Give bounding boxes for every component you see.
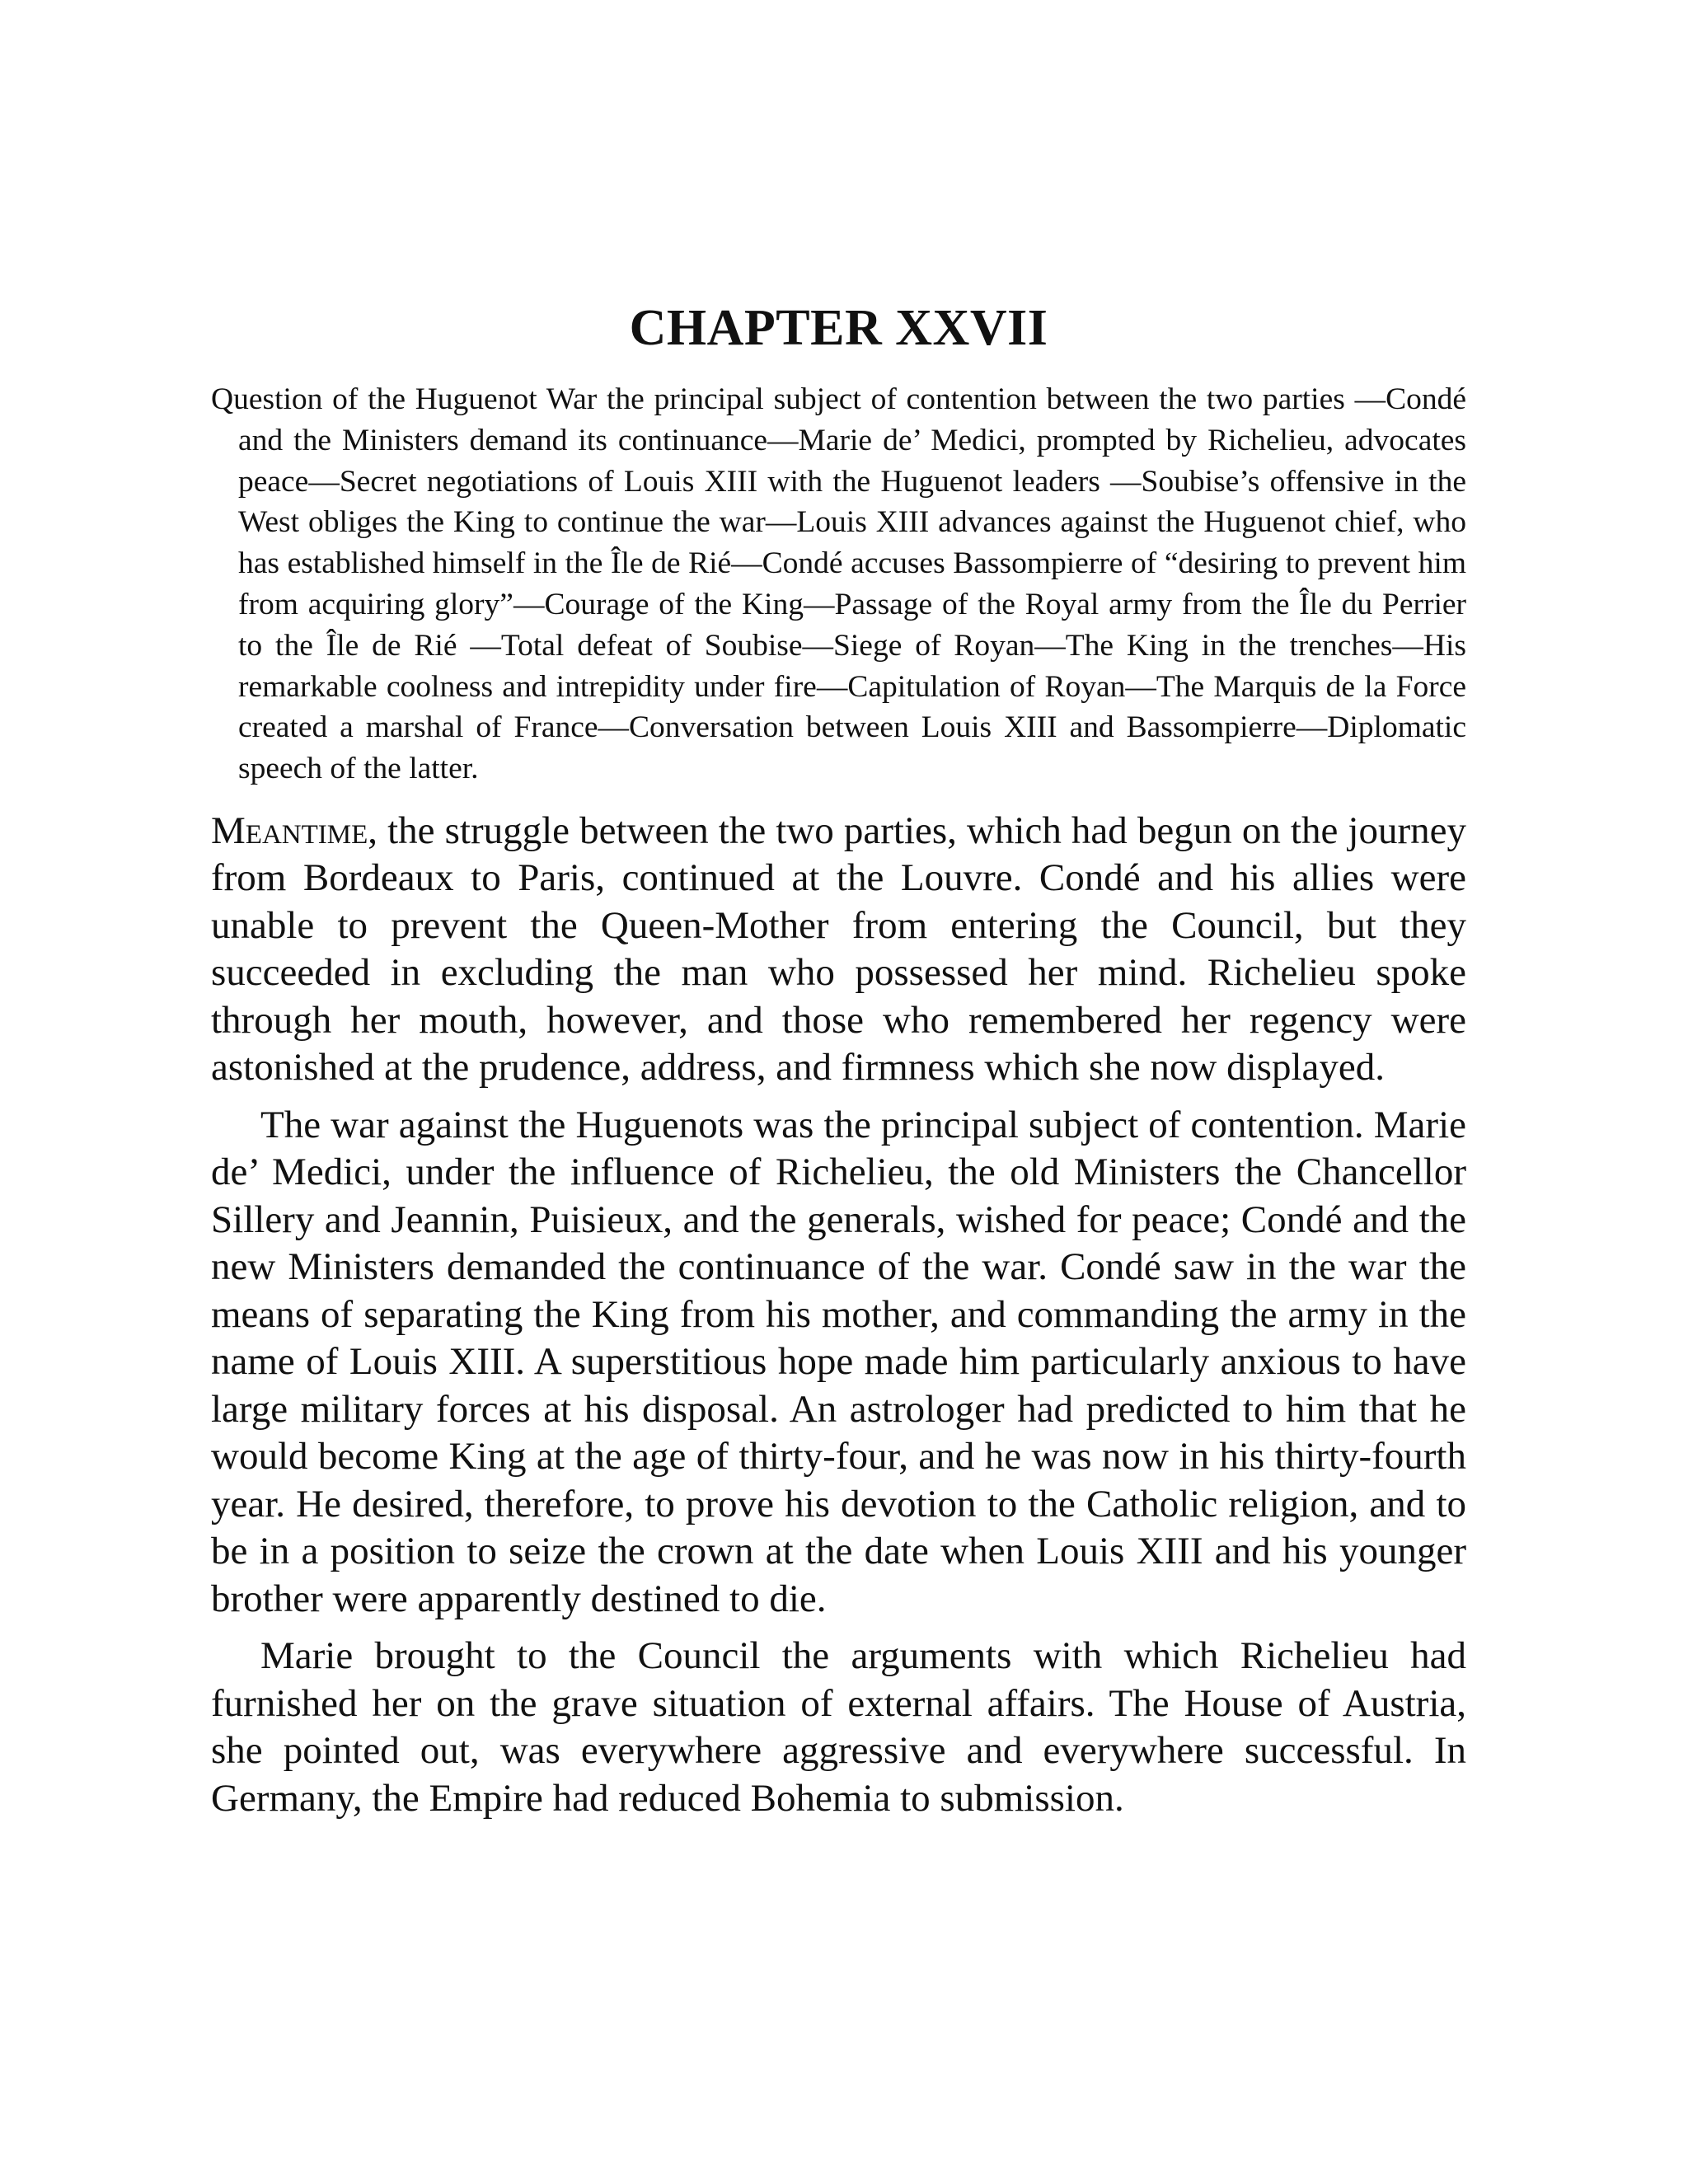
paragraph-2: The war against the Huguenots was the principal subject of contention. Marie de’ Medici, under the influence of Richelieu, the old Ministers the Chancellor Sillery and Jeannin, Puisieux, and the generals, wished for peace; Condé and the new Ministers demanded the continuance of the war. Condé saw in the war the means of separating the King from his mother, and commanding the army in the name of Louis XIII. A superstitious hope made him particularly anxious to have large military forces at his disposal. An astrologer had predicted to him that he would become King at the age of thirty-four, and he was now in his thirty-fourth year. He desired, therefore, to prove his devotion to the Catholic religion, and to be in a position to seize the crown at the date when Louis XIII and his younger brother were apparently destined to die.: [211, 1103, 1466, 1620]
paragraph-1-lead: Meantime: [211, 808, 368, 852]
chapter-title: CHAPTER XXVII: [629, 300, 1048, 356]
paragraph-1: [211, 808, 1466, 1092]
paragraph-1-text: , the struggle between the two parties, which had begun on the journey from Bordeaux to Paris, continued at the Louvre. Condé and his allies were unable to prevent the Queen-Mother from entering the Council, but they succeeded in excluding the man who possessed her mind. Richelieu spoke through her mouth, however, and those who remembered her regency were astonished at the prudence, address, and firmness which she now displayed.: [211, 808, 1466, 1090]
book-page: [211, 297, 1466, 1832]
paragraph-3: Marie brought to the Council the arguments with which Richelieu had furnished her on the grave situation of external affairs. The House of Austria, she pointed out, was everywhere aggressive and everywhere successful. In Germany, the Empire had reduced Bohemia to submission.: [211, 1634, 1466, 1820]
chapter-summary: Question of the Huguenot War the principal subject of contention between the two parties —Condé and the Ministers demand its continuance—Marie de’ Medici, prompted by Richelieu, advocates peace—Secret negotiations of Louis XIII with the Huguenot leaders —Soubise’s offensive in the West obliges the King to continue the war—Louis XIII advances against the Huguenot chief, who has established himself in the Île de Rié—Condé accuses Bassompierre of “desiring to prevent him from acquiring glory”—Courage of the King—Passage of the Royal army from the Île du Perrier to the Île de Rié —Total defeat of Soubise—Siege of Royan—The King in the trenches—His remarkable coolness and intrepidity under fire—Capitulation of Royan—The Marquis de la Force created a marshal of France—Conversation between Louis XIII and Bassompierre—Diplomatic speech of the latter.: [211, 382, 1466, 786]
